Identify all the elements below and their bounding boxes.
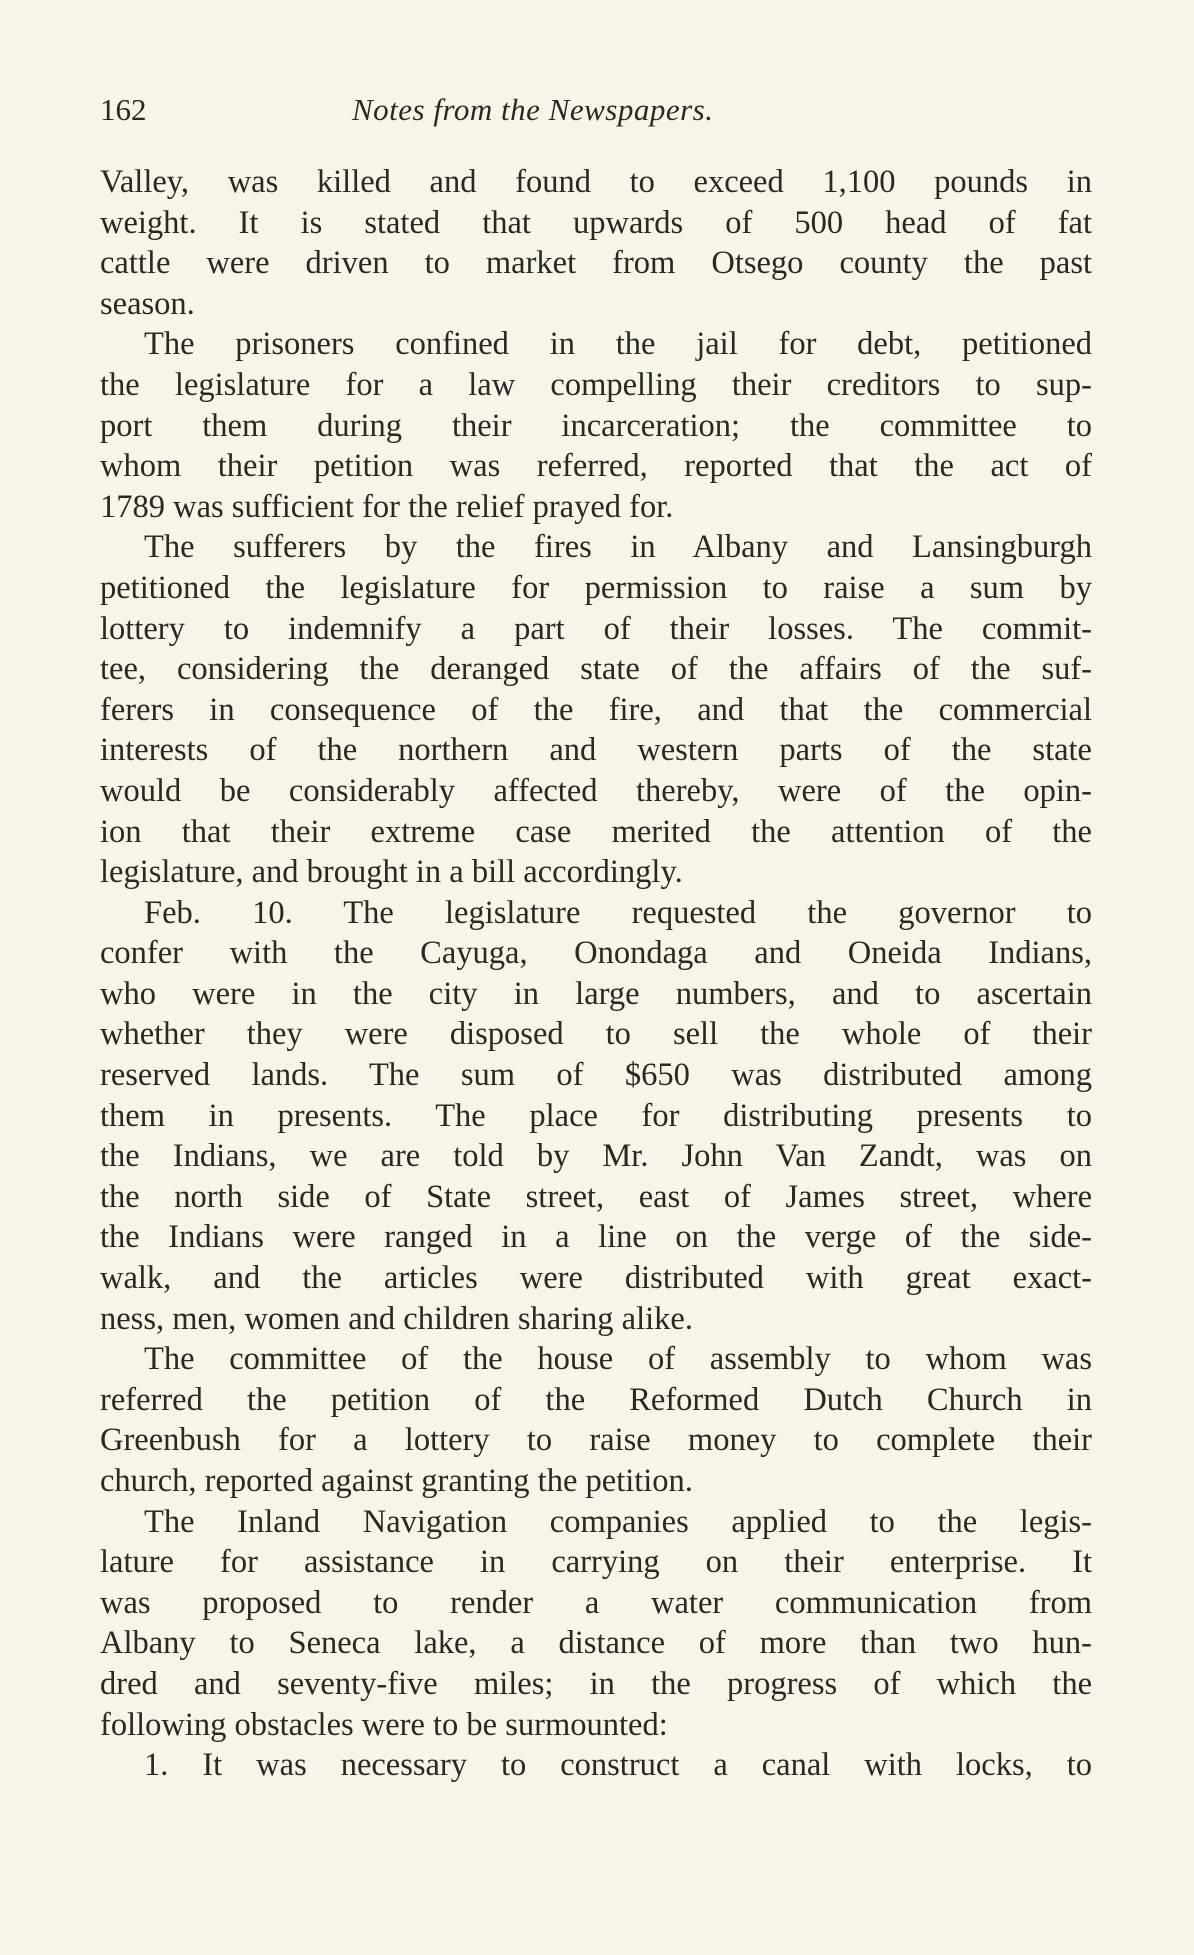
text-line: them in presents. The place for distributing presents to: [100, 1097, 1092, 1134]
text-line: 1789 was sufficient for the relief prayed for.: [100, 488, 674, 525]
text-line: The prisoners confined in the jail for debt, petitioned: [144, 326, 1092, 363]
text-line: whether they were disposed to sell the whole of their: [100, 1016, 1092, 1053]
text-line: The committee of the house of assembly to whom was: [144, 1341, 1092, 1378]
text-line: Greenbush for a lottery to raise money to complete their: [100, 1422, 1092, 1459]
text-line: lottery to indemnify a part of their losses. The commit-: [100, 610, 1092, 647]
text-line: whom their petition was referred, reported that the act of: [100, 448, 1092, 485]
page-number: 162: [100, 92, 147, 127]
text-line: ness, men, women and children sharing alike.: [100, 1300, 693, 1337]
text-line: lature for assistance in carrying on their enterprise. It: [100, 1544, 1092, 1581]
running-title: Notes from the Newspapers.: [352, 92, 714, 127]
text-line: the legislature for a law compelling their creditors to sup-: [100, 366, 1092, 403]
text-line: Valley, was killed and found to exceed 1,100 pounds in: [100, 164, 1092, 200]
text-line: interests of the northern and western parts of the state: [100, 732, 1092, 769]
text-line: reserved lands. The sum of $650 was distributed among: [100, 1057, 1092, 1094]
text-line: church, reported against granting the petition.: [100, 1463, 693, 1499]
running-header: [100, 92, 1090, 132]
text-line: legislature, and brought in a bill accordingly.: [100, 854, 683, 891]
text-line: port them during their incarceration; the committee to: [100, 407, 1092, 444]
text-line: the Indians were ranged in a line on the verge of the side-: [100, 1219, 1092, 1256]
text-line: following obstacles were to be surmounted:: [100, 1706, 668, 1743]
text-line: weight. It is stated that upwards of 500 head of fat: [100, 204, 1092, 241]
text-line: the Indians, we are told by Mr. John Van Zandt, was on: [100, 1138, 1092, 1175]
text-line: was proposed to render a water communication from: [100, 1584, 1092, 1621]
text-line: The sufferers by the fires in Albany and Lansingburgh: [144, 529, 1092, 566]
text-line: 1. It was necessary to construct a canal with locks, to: [144, 1747, 1092, 1784]
page-body-text: [100, 162, 1092, 1786]
text-line: confer with the Cayuga, Onondaga and Oneida Indians,: [100, 935, 1092, 972]
text-line: The Inland Navigation companies applied to the legis-: [144, 1503, 1092, 1540]
text-line: the north side of State street, east of James street, where: [100, 1178, 1092, 1215]
text-line: Feb. 10. The legislature requested the governor to: [144, 894, 1092, 931]
text-line: season.: [100, 285, 195, 322]
text-line: Albany to Seneca lake, a distance of more than two hun-: [100, 1625, 1092, 1662]
text-line: ion that their extreme case merited the attention of the: [100, 813, 1092, 850]
text-line: walk, and the articles were distributed with great exact-: [100, 1260, 1092, 1297]
text-line: dred and seventy-five miles; in the progress of which the: [100, 1665, 1092, 1702]
text-line: who were in the city in large numbers, and to ascertain: [100, 975, 1092, 1012]
text-line: referred the petition of the Reformed Dutch Church in: [100, 1381, 1092, 1418]
text-line: petitioned the legislature for permission to raise a sum by: [100, 569, 1092, 606]
text-line: cattle were driven to market from Otsego county the past: [100, 245, 1092, 282]
text-line: would be considerably affected thereby, were of the opin-: [100, 772, 1092, 809]
text-line: tee, considering the deranged state of the affairs of the suf-: [100, 651, 1092, 688]
text-line: ferers in consequence of the fire, and that the commercial: [100, 691, 1092, 728]
